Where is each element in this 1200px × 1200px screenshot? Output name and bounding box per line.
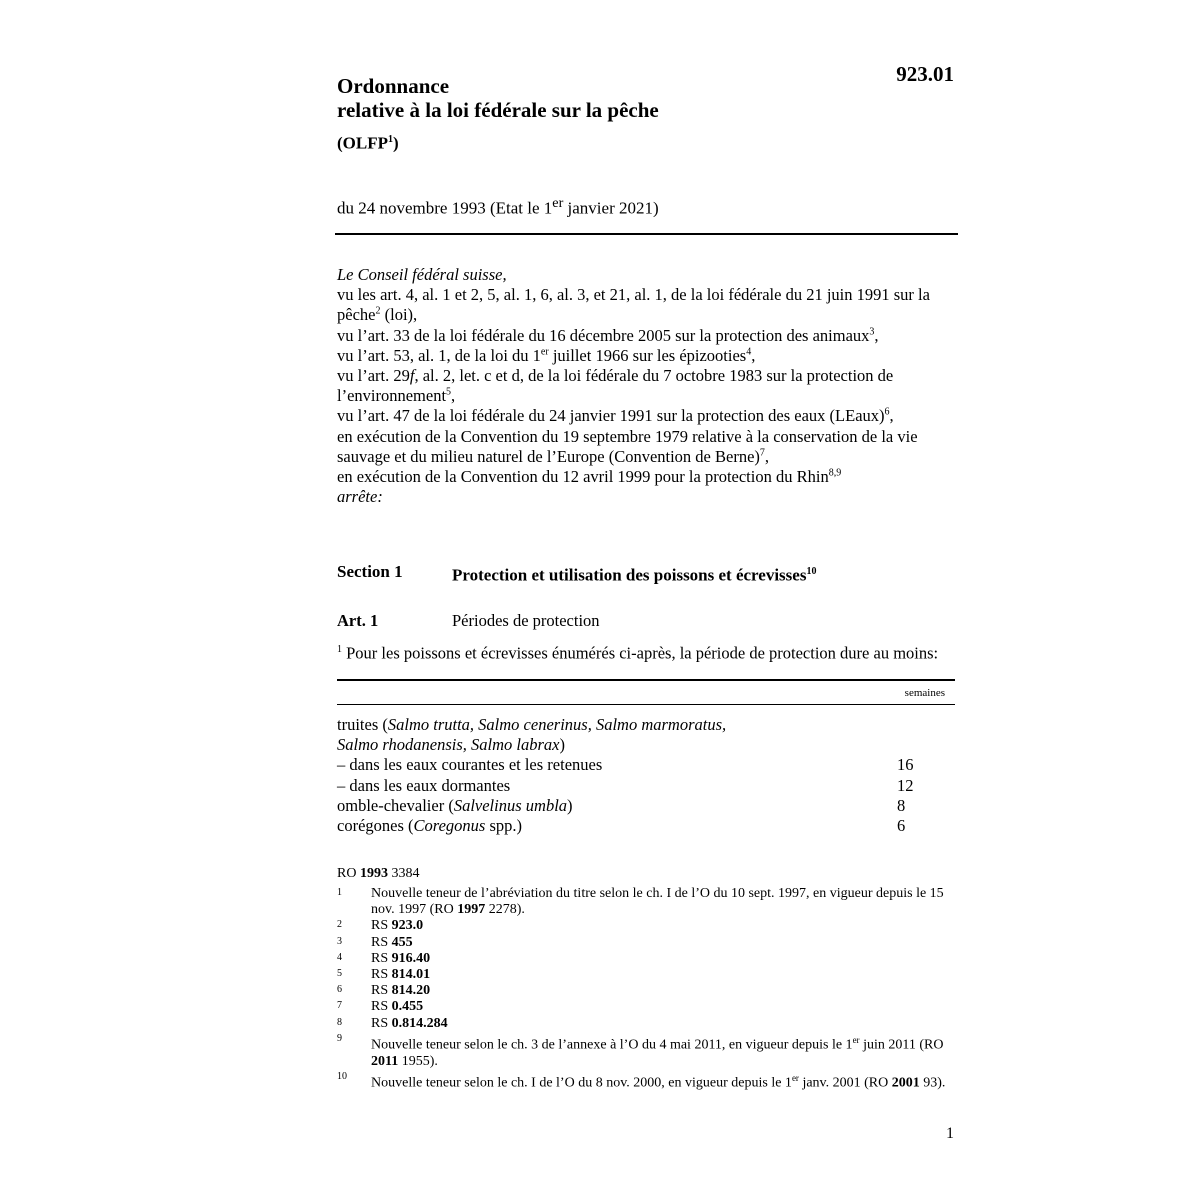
paragraph-number: 1 [337, 644, 342, 655]
table-row: corégones (Coregonus spp.) 6 [337, 816, 937, 836]
footnote-ref[interactable]: 7 [759, 447, 765, 459]
sr-number: 923.01 [896, 62, 954, 86]
preamble-line: vu les art. 4, al. 1 et 2, 5, al. 1, 6, al. 3, et 21, al. 1, de la loi fédérale du 21 juin 1991 sur la pêche$^2$ (loi), [337, 285, 930, 325]
footnote: 8 RS 0.814.284 [337, 1015, 448, 1031]
footnote-ref[interactable]: 5 [446, 386, 452, 398]
weeks-value: 16 [897, 755, 914, 775]
weeks-value: 6 [897, 816, 906, 836]
decree-word: arrête: [337, 487, 383, 507]
weeks-value: 12 [897, 775, 914, 795]
footnote: 2 RS 923.0 [337, 918, 424, 934]
title-line-2: relative à la loi fédérale sur la pêche [337, 98, 659, 122]
footnote: 10 Nouvelle teneur selon le ch. I de l’O du 8 nov. 2000, en vigueur depuis le 1er janv. 2001 (RO 2001 93). [337, 1070, 946, 1091]
table-row: – dans les eaux courantes et les retenues 16 [337, 755, 937, 775]
table-row: Salmo rhodanensis, Salmo labrax) [337, 735, 565, 755]
protection-table [337, 715, 937, 836]
table-header-rule [337, 704, 955, 705]
table-row: truites (Salmo trutta, Salmo cenerinus, Salmo marmoratus, [337, 715, 727, 734]
footnote: 6 RS 814.20 [337, 983, 431, 999]
footnote: 7 RS 0.455 [337, 999, 424, 1015]
section-title: Protection et utilisation des poissons et écrevisses$^{10}$ [452, 565, 817, 585]
article-label: Art. 1 [337, 611, 379, 630]
footnote: 4 RS 916.40 [337, 950, 431, 966]
preamble-line: vu l’art. 47 de la loi fédérale du 24 janvier 1991 sur la protection des eaux (LEaux)$^6$, [337, 406, 894, 426]
preamble-line: vu l’art. 29f, al. 2, let. c et d, de la loi fédérale du 7 octobre 1983 sur la protection de l’environnement$^5$, [337, 366, 894, 406]
article-title: Périodes de protection [452, 611, 600, 630]
preamble-line: en exécution de la Convention du 12 avril 1999 pour la protection du Rhin$^{8,9}$ [337, 467, 842, 487]
footnote-ref[interactable]: 2 [375, 305, 381, 317]
table-top-rule [337, 679, 955, 681]
preamble [337, 265, 957, 507]
footnote: 9 Nouvelle teneur selon le ch. 3 de l’annexe à l’O du 4 mai 2011, en vigueur depuis le 1er juin 2011 (RO 2011 1955). [337, 1032, 944, 1069]
header-divider [335, 233, 958, 235]
footnote-ref[interactable]: 1 [388, 134, 393, 145]
page-number: 1 [946, 1125, 954, 1142]
article-paragraph: $^1$ Pour les poissons et écrevisses énumérés ci-après, la période de protection dure au moins: [337, 643, 939, 663]
document-title [337, 74, 659, 122]
footnote-ref[interactable]: 10 [806, 566, 817, 577]
footnote: 5 RS 814.01 [337, 967, 431, 983]
preamble-line: vu l’art. 53, al. 1, de la loi du 1er juillet 1966 sur les épizooties$^4$, [337, 345, 756, 365]
footnote-ref[interactable]: 4 [746, 346, 752, 358]
section-label: Section 1 [337, 562, 403, 581]
footnote: 3 RS 455 [337, 934, 413, 950]
title-abbreviation: (OLFP$^1$) [337, 133, 399, 153]
issuing-authority: Le Conseil fédéral suisse, [337, 265, 507, 284]
footnote-ref[interactable]: 8,9 [828, 467, 842, 479]
table-row: – dans les eaux dormantes 12 [337, 776, 937, 796]
footnote-ref[interactable]: 3 [869, 326, 875, 338]
footnotes [337, 886, 957, 1092]
preamble-line: en exécution de la Convention du 19 septembre 1979 relative à la conservation de la vie sauvage et du milieu naturel de l’Europe (Convention de Berne)$^7$, [337, 426, 918, 466]
footnote: 1 Nouvelle teneur de l’abréviation du titre selon le ch. I de l’O du 10 sept. 1997, en vigueur depuis le 15 nov. 1997 (RO 1997 2278). [337, 886, 944, 918]
footnote-ref[interactable]: 6 [884, 406, 890, 418]
table-row: omble-chevalier (Salvelinus umbla) 8 [337, 796, 937, 816]
title-line-1: Ordonnance [337, 74, 450, 98]
weeks-value: 8 [897, 795, 906, 815]
ro-reference: RO 1993 3384 [337, 866, 420, 881]
table-unit-header: semaines [904, 687, 945, 699]
document-date: du 24 novembre 1993 (Etat le 1er janvier 2021) [337, 195, 659, 218]
preamble-line: vu l’art. 33 de la loi fédérale du 16 décembre 2005 sur la protection des animaux$^3$, [337, 325, 879, 345]
